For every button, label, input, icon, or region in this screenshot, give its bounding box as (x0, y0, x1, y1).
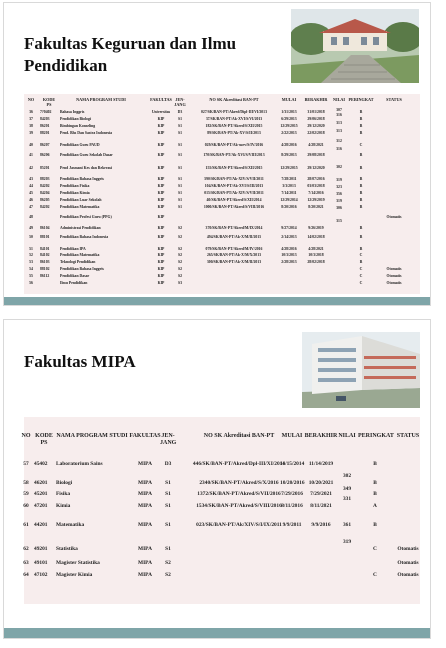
col-fakultas-cell: KIP (157, 205, 165, 209)
col-no-sk-cell: 182/SK/BAN-PT/Akred/S/XII/2015 (205, 124, 263, 128)
col-no-cell: 49 (29, 226, 33, 230)
col-nama-program-studi-cell: Pendidikan Dasar (60, 274, 90, 278)
col-nama-program-studi-cell: Pendidikan Kimia (60, 191, 90, 195)
col-fakultas-cell: KIP (157, 131, 165, 135)
col-nama-program-studi-cell: Pendidikan IPA (60, 247, 86, 251)
col-no-cell: 36 (29, 110, 33, 114)
col-berakhir-cell: 29/12/2020 (307, 124, 325, 128)
col-peringkat-cell: B (359, 198, 363, 202)
col-mulai-cell: 12/29/2014 (280, 198, 298, 202)
col-peringkat-cell: C (373, 546, 377, 552)
col-mulai-cell: 9/9/2011 (282, 522, 302, 528)
col-status-cell: Otomatis (386, 274, 402, 278)
col-berakhir-cell: 10/3/2018 (308, 253, 324, 257)
col-no-sk-cell: 300/SK/BAN-PT/Ak-X/M/II/2013 (206, 260, 262, 264)
col-nama-program-studi-cell: Pendidikan Matematika (60, 205, 100, 209)
col-fakultas-header: FAKULTAS (150, 97, 172, 102)
nilai-value: 306 (336, 206, 342, 210)
col-jenjang-cell: S1 (177, 184, 182, 188)
col-mulai-cell: 2/28/2013 (281, 260, 297, 264)
col-jenjang-cell: S1 (165, 503, 171, 509)
col-no-sk-cell: 265/SK/BAN-PT/Ak-X/M/X/2013 (206, 253, 261, 257)
col-nilai-header: NILAI (332, 97, 346, 102)
col-kode-ps-cell: 88101 (40, 235, 50, 239)
footer-bar (4, 628, 430, 638)
col-jenjang-cell: S2 (177, 267, 182, 271)
col-kode-ps-cell: 86104 (40, 226, 50, 230)
col-mulai-cell: 8/20/2016 (281, 205, 297, 209)
col-no-sk-cell: 370/SK/BAN-PT/Akred/M/IX/2014 (205, 226, 263, 230)
col-mulai-header: MULAI (281, 433, 303, 439)
col-jenjang-cell: S2 (177, 274, 182, 278)
col-peringkat-header: PERINGKAT (348, 97, 374, 102)
col-no-cell: 48 (29, 215, 33, 219)
col-nama-program-studi-cell: Pendidikan Guru Sekolah Dasar (60, 153, 113, 157)
nilai-value: 315 (336, 219, 342, 223)
col-peringkat-cell: B (359, 184, 363, 188)
col-jenjang-cell: S2 (177, 253, 182, 257)
col-peringkat-cell: B (359, 191, 363, 195)
col-nama-program-studi-cell: Fisika (56, 491, 71, 497)
col-nama-program-studi-cell: Biologi (56, 480, 73, 486)
col-no-sk-cell: 079/SK/BAN-PT/Akred/M/IV/2016 (205, 247, 263, 251)
col-no-sk-cell: 40/SK/BAN-PT/Akred/S/XII/2014 (206, 198, 262, 202)
col-nama-program-studi-header: NAMA PROGRAM STUDI (76, 97, 126, 102)
col-no-sk-cell: 023/SK/BAN-PT/Ak/XIV/S/I/IX/2011 (196, 522, 282, 528)
col-peringkat-cell: B (373, 461, 377, 467)
col-jenjang-cell: S1 (177, 131, 182, 135)
col-no-sk-cell: 170/SK/BAN-PT/Ak-XVI/S/VIII/2013 (203, 153, 265, 157)
col-no-cell: 46 (29, 198, 33, 202)
col-kode-ps-cell: 86207 (40, 143, 50, 147)
col-no-cell: 61 (23, 522, 29, 528)
col-fakultas-cell: KIP (157, 117, 165, 121)
col-berakhir-cell: 8/20/2021 (308, 205, 324, 209)
col-no-cell: 44 (29, 184, 33, 188)
nilai-value: 302 (342, 473, 352, 479)
col-nama-program-studi-cell: Pend. Bhs Dan Sastra Indonesia (60, 131, 113, 135)
col-nama-program-studi-cell: Bimbingan Konseling (60, 124, 96, 128)
col-berakhir-cell: 28/02/2018 (307, 260, 325, 264)
col-mulai-cell: 2/14/2013 (281, 235, 297, 239)
nilai-value: 361 (342, 522, 352, 528)
col-no-sk-cell: 1372/SK/BAN-PT/Akred/S/VII/2016 (197, 491, 281, 497)
col-peringkat-cell: B (373, 491, 377, 497)
col-mulai-cell: 1/31/2013 (281, 110, 297, 114)
col-kode-ps-cell: 86103 (40, 260, 50, 264)
col-berakhir-cell: 28/07/2016 (307, 177, 325, 181)
col-kode-ps-cell: 84102 (40, 253, 50, 257)
col-berakhir-cell: 9/9/2016 (311, 522, 331, 528)
nilai-value: 307 (336, 108, 342, 112)
col-nama-program-studi-cell: Kimia (56, 503, 71, 509)
col-kode-ps-cell: 44201 (34, 522, 48, 528)
col-mulai-cell: 3/3/2013 (282, 184, 296, 188)
col-no-cell: 45 (29, 191, 33, 195)
col-fakultas-cell: KIP (157, 191, 165, 195)
col-status-cell: Otomatis (386, 215, 402, 219)
slide-mipa (4, 320, 430, 638)
col-fakultas-cell: KIP (157, 166, 165, 170)
nilai-value: 316 (336, 113, 342, 117)
col-mulai-cell: 7/29/2016 (281, 491, 303, 497)
col-fakultas-cell: Universitas (151, 110, 171, 114)
col-no-sk-cell: 1534/SK/BAN-PT/Akred/S/VIII/2016 (196, 503, 282, 509)
col-no-cell: 47 (29, 205, 33, 209)
col-kode-ps-header: KODE PS (42, 97, 56, 107)
col-mulai-cell: 8/29/2013 (281, 153, 297, 157)
col-kode-ps-cell: 49101 (34, 560, 48, 566)
col-peringkat-cell: C (359, 281, 363, 285)
col-no-cell: 59 (23, 491, 29, 497)
col-no-sk-cell: 2340/SK/BAN-PT/Akred/S/X/2016 (199, 480, 279, 486)
nilai-value: 319 (342, 539, 352, 545)
col-berakhir-header: BERAKHIR (304, 433, 338, 439)
col-peringkat-cell: A (373, 503, 377, 509)
col-jenjang-cell: S1 (165, 546, 171, 552)
col-no-sk-cell: 89/SK/BAN-PT/Ak-XV/S/II/2013 (207, 131, 261, 135)
nilai-value: 313 (336, 121, 342, 125)
col-kode-ps-cell: 84202 (40, 205, 50, 209)
nilai-value: 319 (336, 178, 342, 182)
col-no-sk-cell: 104/SK/BAN-PT/Ak-XVI/S/III/2013 (204, 184, 264, 188)
col-peringkat-cell: C (359, 253, 363, 257)
col-jenjang-cell: S1 (177, 166, 182, 170)
col-fakultas-cell: KIP (157, 281, 165, 285)
col-kode-ps-cell: 47201 (34, 503, 48, 509)
col-mulai-cell: 7/28/2011 (281, 177, 297, 181)
slide-title: Fakultas MIPA (24, 352, 136, 371)
campus-building-photo (291, 9, 419, 83)
mipa-building-photo (302, 332, 420, 408)
col-nama-program-studi-cell: Pendidikan Matematika (60, 253, 100, 257)
col-peringkat-cell: B (359, 177, 363, 181)
col-no-header: NO (21, 433, 31, 439)
col-nama-program-studi-cell: Bahasa Inggris (60, 110, 85, 114)
col-no-cell: 63 (23, 560, 29, 566)
col-kode-ps-cell: 45201 (34, 491, 48, 497)
col-no-cell: 57 (23, 461, 29, 467)
col-jenjang-cell: S1 (165, 522, 171, 528)
col-no-sk-cell: 37/SK/BAN-PT/Ak-XVI/S/VI/2013 (205, 117, 263, 121)
col-peringkat-cell: C (373, 572, 377, 578)
col-fakultas-cell: KIP (157, 143, 165, 147)
col-fakultas-cell: MIPA (138, 480, 152, 486)
col-jenjang-cell: S2 (165, 560, 171, 566)
col-peringkat-cell: B (359, 110, 363, 114)
col-peringkat-cell: B (359, 235, 363, 239)
col-nama-program-studi-cell: Pendidikan Biologi (60, 117, 91, 121)
col-mulai-cell: 4/28/2016 (281, 143, 297, 147)
col-mulai-cell: 10/3/2013 (281, 253, 297, 257)
col-kode-ps-cell: 46201 (34, 480, 48, 486)
col-peringkat-cell: B (359, 117, 363, 121)
col-no-cell: 43 (29, 177, 33, 181)
col-kode-ps-cell: 86112 (40, 274, 50, 278)
col-nama-program-studi-cell: Pendidikan Fisika (60, 184, 90, 188)
nilai-value: 323 (336, 185, 342, 189)
col-peringkat-cell: C (359, 274, 363, 278)
col-mulai-cell: 8/11/2016 (281, 503, 303, 509)
col-no-cell: 62 (23, 546, 29, 552)
col-nama-program-studi-cell: Pendidikan Bahasa Inggris (60, 177, 104, 181)
col-no-cell: 39 (29, 131, 33, 135)
col-jenjang-cell: S2 (165, 572, 171, 578)
col-kode-ps-cell: 86206 (40, 153, 50, 157)
col-nama-program-studi-cell: Pendidikan Bahasa Indonesia (60, 235, 109, 239)
col-no-sk-header: NO SK Akreditasi BAN-PT (203, 433, 275, 439)
col-kode-ps-header: KODE PS (35, 433, 53, 446)
col-kode-ps-cell: 49201 (34, 546, 48, 552)
col-jenjang-cell: S2 (177, 235, 182, 239)
col-jenjang-header: JEN-JANG (174, 97, 186, 107)
col-peringkat-cell: C (359, 143, 363, 147)
col-berakhir-cell: 12/29/2019 (307, 198, 325, 202)
col-nama-program-studi-cell: Administrasi Pendidikan (60, 226, 101, 230)
col-kode-ps-cell: 88203 (40, 177, 50, 181)
col-no-sk-cell: 446/SK/BAN-PT/Akred/Dpl-III/XI/2014 (192, 461, 286, 467)
col-berakhir-cell: 10/20/2021 (308, 480, 334, 486)
col-nama-program-studi-cell: Pendidikan Guru PAUD (60, 143, 100, 147)
nilai-value: 313 (336, 129, 342, 133)
col-fakultas-cell: MIPA (138, 546, 152, 552)
col-no-cell: 54 (29, 267, 33, 271)
col-no-cell: 41 (29, 153, 33, 157)
slide-title: Fakultas Keguruan dan Ilmu Pendidikan (24, 34, 237, 75)
col-mulai-header: MULAI (281, 97, 297, 102)
col-jenjang-cell: S2 (177, 247, 182, 251)
col-peringkat-header: PERINGKAT (358, 433, 394, 439)
nilai-value: 331 (342, 496, 352, 502)
nilai-value: 356 (336, 192, 342, 196)
col-fakultas-cell: KIP (157, 253, 165, 257)
col-jenjang-cell: S1 (165, 491, 171, 497)
col-jenjang-cell: D3 (164, 461, 172, 467)
col-no-cell: 42 (29, 166, 33, 170)
nilai-value: 302 (336, 165, 342, 169)
col-no-cell: 60 (23, 503, 29, 509)
col-status-cell: Otomatis (397, 546, 419, 552)
col-nama-program-studi-cell: Matematika (56, 522, 85, 528)
col-fakultas-cell: KIP (157, 235, 165, 239)
col-berakhir-cell: 29/06/2018 (307, 117, 325, 121)
col-berakhir-cell: 31/01/2018 (307, 110, 325, 114)
col-kode-ps-cell: 45402 (34, 461, 48, 467)
col-fakultas-cell: KIP (157, 274, 165, 278)
col-peringkat-cell: B (359, 153, 363, 157)
col-peringkat-cell: B (359, 166, 363, 170)
col-peringkat-cell: B (359, 205, 363, 209)
col-nilai-header: NILAI (338, 433, 356, 439)
col-kode-ps-cell: 88201 (40, 131, 50, 135)
col-no-cell: 38 (29, 124, 33, 128)
col-no-cell: 52 (29, 253, 33, 257)
col-fakultas-cell: KIP (157, 215, 165, 219)
col-jenjang-cell: S1 (177, 143, 182, 147)
col-no-sk-cell: 590/SK/BAN-PT/Ak-XIV/S/VII/2011 (204, 177, 264, 181)
col-no-cell: 58 (23, 480, 29, 486)
col-fakultas-cell: KIP (157, 184, 165, 188)
col-jenjang-cell: S1 (177, 124, 182, 128)
nilai-value: 312 (336, 139, 342, 143)
col-peringkat-cell: B (359, 131, 363, 135)
col-fakultas-cell: MIPA (138, 572, 152, 578)
col-berakhir-cell: 4/28/2021 (308, 247, 324, 251)
col-peringkat-cell: B (359, 124, 363, 128)
col-mulai-cell: 12/29/2015 (280, 166, 298, 170)
col-kode-ps-cell: 84204 (40, 191, 50, 195)
col-peringkat-cell: B (373, 480, 377, 486)
col-no-sk-cell: 1000/SK/BAN-PT/Akred/S/VIII/2016 (203, 205, 265, 209)
col-no-header: NO (27, 97, 35, 102)
col-nama-program-studi-cell: Pendidikan Luar Sekolah (60, 198, 102, 202)
col-fakultas-cell: MIPA (138, 503, 152, 509)
col-berakhir-cell: 9/26/2019 (308, 226, 324, 230)
col-fakultas-cell: KIP (157, 198, 165, 202)
col-peringkat-cell: C (359, 267, 363, 271)
col-mulai-cell: 6/29/2013 (281, 117, 297, 121)
col-kode-ps-cell: 88102 (40, 267, 50, 271)
col-mulai-cell: 12/29/2015 (280, 124, 298, 128)
col-peringkat-cell: B (359, 226, 363, 230)
col-status-cell: Otomatis (386, 267, 402, 271)
col-berakhir-cell: 8/11/2021 (310, 503, 332, 509)
col-kode-ps-cell: 47102 (34, 572, 48, 578)
col-jenjang-cell: S1 (177, 191, 182, 195)
col-fakultas-cell: KIP (157, 267, 165, 271)
col-berakhir-cell: 7/14/2016 (308, 191, 324, 195)
col-berakhir-cell: 03/03/2018 (307, 184, 325, 188)
col-fakultas-cell: MIPA (138, 461, 152, 467)
col-peringkat-cell: B (359, 247, 363, 251)
col-mulai-cell: 10/20/2016 (280, 480, 305, 486)
col-jenjang-cell: D3 (177, 110, 183, 114)
col-jenjang-header: JEN-JANG (160, 433, 177, 446)
col-fakultas-header: FAKULTAS (129, 433, 161, 439)
col-no-sk-cell: 494/SK/BAN-PT/Ak-X/M/II/2015 (206, 235, 262, 239)
col-berakhir-cell: 7/29/2021 (310, 491, 332, 497)
col-no-cell: 51 (29, 247, 33, 251)
col-jenjang-cell: S1 (177, 205, 182, 209)
col-jenjang-cell: S2 (177, 226, 182, 230)
col-no-sk-cell: 155/SK/BAN-PT/Akred/S/XII/2015 (205, 166, 263, 170)
col-peringkat-cell: B (359, 260, 363, 264)
col-berakhir-cell: 11/14/2019 (308, 461, 334, 467)
col-fakultas-cell: MIPA (138, 491, 152, 497)
col-no-cell: 56 (29, 281, 33, 285)
col-jenjang-cell: S3 (177, 281, 182, 285)
col-nama-program-studi-cell: Pendidikan Bahasa Inggris (60, 267, 104, 271)
col-fakultas-cell: KIP (157, 260, 165, 264)
col-fakultas-cell: MIPA (138, 560, 152, 566)
footer-bar (4, 297, 430, 305)
col-status-header: STATUS (386, 97, 402, 102)
col-berakhir-cell: 22/02/2018 (307, 131, 325, 135)
col-fakultas-cell: MIPA (138, 522, 152, 528)
col-jenjang-cell: S1 (177, 117, 182, 121)
col-status-cell: Otomatis (397, 560, 419, 566)
col-nama-program-studi-cell: Statistika (56, 546, 78, 552)
col-peringkat-cell: B (373, 522, 377, 528)
col-mulai-cell: 9/27/2014 (281, 226, 297, 230)
col-fakultas-cell: KIP (157, 153, 165, 157)
col-status-cell: Otomatis (397, 572, 419, 578)
col-berakhir-cell: 29/08/2018 (307, 153, 325, 157)
col-fakultas-cell: KIP (157, 177, 165, 181)
col-kode-ps-cell: 84101 (40, 247, 50, 251)
slide-fkip (4, 3, 430, 305)
col-berakhir-header: BERAKHIR (304, 97, 328, 102)
col-fakultas-cell: KIP (157, 226, 165, 230)
col-no-cell: 64 (23, 572, 29, 578)
col-berakhir-cell: 29/12/2020 (307, 166, 325, 170)
col-jenjang-cell: S1 (177, 198, 182, 202)
col-no-sk-cell: 027/SK/BAN-PT/Akred/Dipl-III/VI/2013 (201, 110, 267, 114)
col-mulai-cell: 4/28/2016 (281, 247, 297, 251)
col-no-cell: 40 (29, 143, 33, 147)
nilai-value: 316 (336, 147, 342, 151)
col-kode-ps-cell: 84202 (40, 184, 50, 188)
col-mulai-cell: 7/14/2011 (281, 191, 297, 195)
col-kode-ps-cell: 84203 (40, 117, 50, 121)
col-fakultas-cell: KIP (157, 124, 165, 128)
col-jenjang-cell: S2 (177, 260, 182, 264)
col-no-cell: 55 (29, 274, 33, 278)
col-no-cell: 37 (29, 117, 33, 121)
col-no-cell: 50 (29, 235, 33, 239)
col-status-cell: Otomatis (386, 281, 402, 285)
col-berakhir-cell: 14/02/2018 (307, 235, 325, 239)
col-status-header: STATUS (396, 433, 420, 439)
col-jenjang-cell: S1 (177, 177, 182, 181)
nilai-value: 349 (342, 486, 352, 492)
col-no-cell: 53 (29, 260, 33, 264)
col-nama-program-studi-header: NAMA PROGRAM STUDI (56, 433, 128, 439)
col-kode-ps-cell: 86205 (40, 198, 50, 202)
col-no-sk-header: NO SK Akreditasi BAN-PT (209, 97, 259, 102)
col-berakhir-cell: 4/28/2021 (308, 143, 324, 147)
col-mulai-cell: 11/15/2014 (280, 461, 305, 467)
col-kode-ps-cell: 7?0402 (40, 110, 52, 114)
col-nama-program-studi-cell: Pend Jasmani Kes dan Rekreasi (60, 166, 113, 170)
col-nama-program-studi-cell: Magister Kimia (56, 572, 93, 578)
col-jenjang-cell: S1 (165, 480, 171, 486)
col-fakultas-cell: KIP (157, 247, 165, 251)
col-nama-program-studi-cell: Magister Statistika (56, 560, 100, 566)
col-kode-ps-cell: 86201 (40, 124, 50, 128)
col-jenjang-cell: S1 (177, 153, 182, 157)
col-nama-program-studi-cell: Pendidikan Profesi Guru (PPG) (60, 215, 112, 219)
col-no-sk-cell: 015/SK/BAN-PT/Ak-XIV/S/VII/2011 (204, 191, 264, 195)
col-nama-program-studi-cell: Laboratorium Sains (56, 461, 103, 467)
col-mulai-cell: 2/22/2013 (281, 131, 297, 135)
col-no-sk-cell: 029/SK/BAN-PT/Ak-surv/S/IV/2016 (204, 143, 264, 147)
col-nama-program-studi-cell: Teknologi Pendidikan (60, 260, 96, 264)
col-nama-program-studi-cell: Ilmu Pendidikan (60, 281, 88, 285)
nilai-value: 319 (336, 199, 342, 203)
col-kode-ps-cell: 85201 (40, 166, 50, 170)
